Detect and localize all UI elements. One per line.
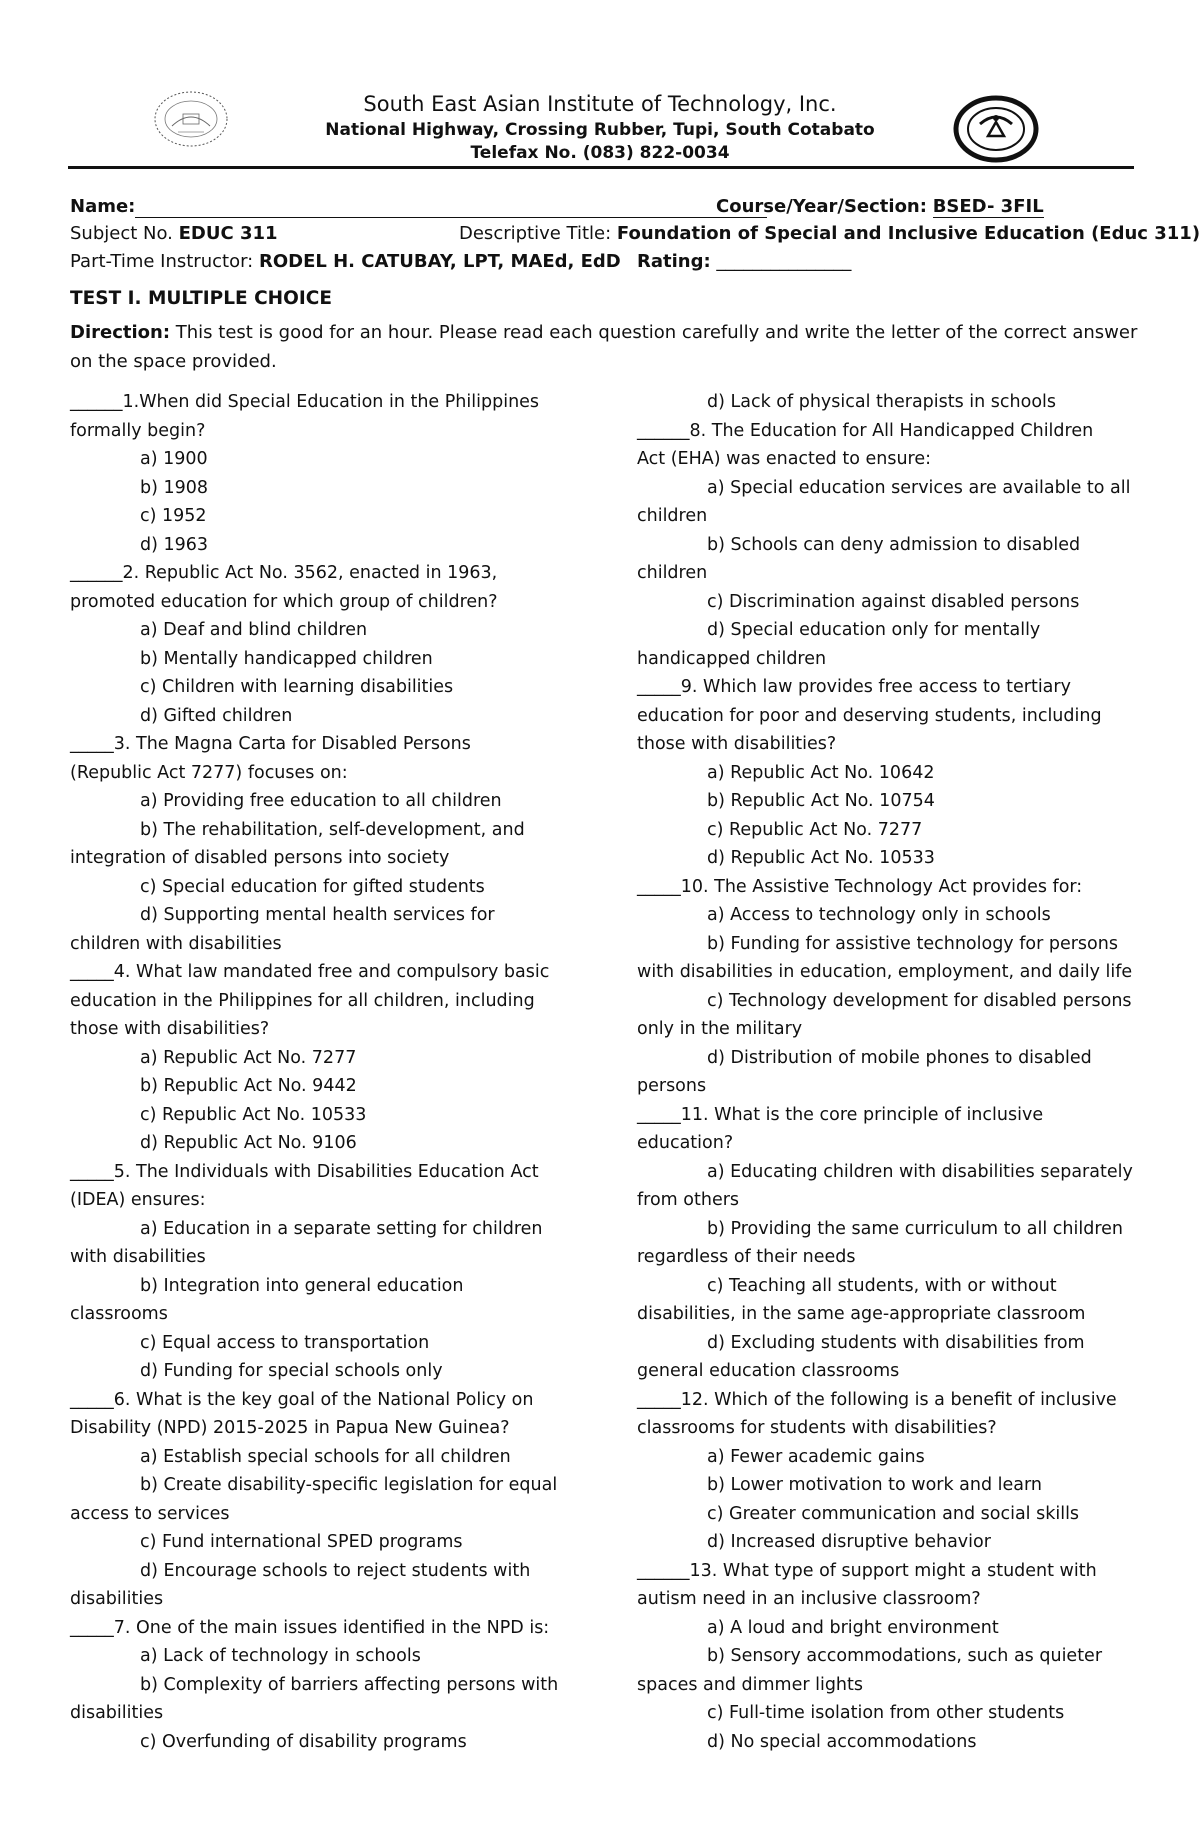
answer-option: a) Deaf and blind children (140, 620, 368, 640)
department-logo (950, 92, 1042, 166)
question-line: _____11. What is the core principle of inclusive (637, 1104, 1044, 1125)
direction-label: Direction: (70, 322, 171, 343)
question-text-continuation: handicapped children (637, 648, 827, 669)
subject-value: EDUC 311 (178, 223, 278, 244)
question-line: _____12. Which of the following is a benefit of inclusive (637, 1389, 1117, 1410)
left-question-column (70, 388, 570, 1756)
course-line (716, 196, 1044, 218)
answer-option: c) Equal access to transportation (140, 1332, 430, 1353)
answer-option: c) Fund international SPED programs (140, 1532, 463, 1552)
question-text-continuation: access to services (70, 1503, 230, 1524)
question-text-continuation: integration of disabled persons into society (70, 848, 450, 868)
rating-label: Rating: (637, 251, 711, 272)
question-text-continuation: spaces and dimmer lights (637, 1674, 863, 1695)
answer-option: d) 1963 (140, 534, 209, 555)
question-text-continuation: those with disabilities? (70, 1019, 270, 1039)
question-text-continuation: (IDEA) ensures: (70, 1190, 206, 1210)
instructor-label: Part-Time Instructor: (70, 251, 254, 272)
answer-option: b) Mentally handicapped children (140, 648, 433, 669)
answer-option: b) Lower motivation to work and learn (707, 1475, 1042, 1495)
question-text-continuation: disabilities (70, 1589, 164, 1609)
name-label: Name: (70, 196, 136, 217)
course-label: Course/Year/Section: (716, 196, 927, 217)
question-text-continuation: general education classrooms (637, 1361, 900, 1381)
answer-option: c) Special education for gifted students (140, 876, 485, 897)
answer-option: d) Excluding students with disabilities from (707, 1332, 1085, 1353)
question-text-continuation: children (637, 563, 708, 583)
subject-line (70, 223, 278, 244)
answer-option: a) Republic Act No. 10642 (707, 762, 935, 783)
question-line: _____6. What is the key goal of the National Policy on (70, 1389, 534, 1410)
answer-option: a) Access to technology only in schools (707, 905, 1051, 925)
descriptive-title-label: Descriptive Title: (459, 223, 612, 244)
answer-option: a) Educating children with disabilities separately (707, 1161, 1133, 1182)
answer-option: a) A loud and bright environment (707, 1617, 999, 1638)
right-question-column (637, 388, 1137, 1756)
answer-option: b) 1908 (140, 477, 209, 498)
instructor-line (70, 251, 621, 272)
question-text-continuation: disabilities (70, 1703, 164, 1723)
question-text-continuation: promoted education for which group of children? (70, 591, 498, 612)
header-divider (68, 166, 1134, 169)
descriptive-title-line (459, 223, 1200, 244)
descriptive-title-value: Foundation of Special and Inclusive Education (Educ 311) (616, 223, 1200, 244)
answer-option: c) 1952 (140, 506, 207, 526)
answer-option: b) Funding for assistive technology for persons (707, 933, 1118, 954)
answer-option: c) Overfunding of disability programs (140, 1731, 467, 1752)
course-value: BSED- 3FIL (932, 196, 1044, 217)
answer-option: b) Sensory accommodations, such as quieter (707, 1646, 1103, 1666)
answer-option: a) Republic Act No. 7277 (140, 1047, 357, 1068)
answer-option: a) 1900 (140, 449, 208, 469)
institution-address: National Highway, Crossing Rubber, Tupi, South Cotabato (325, 120, 875, 140)
answer-option: b) Create disability-specific legislation for equal (140, 1475, 558, 1495)
answer-option: c) Children with learning disabilities (140, 677, 454, 697)
answer-option: b) Republic Act No. 10754 (707, 791, 935, 811)
institution-telefax: Telefax No. (083) 822-0034 (470, 143, 730, 163)
question-line: _____4. What law mandated free and compulsory basic (70, 962, 550, 982)
answer-option: d) Special education only for mentally (707, 620, 1041, 640)
answer-option: d) Supporting mental health services for (140, 905, 495, 925)
answer-option: a) Establish special schools for all children (140, 1446, 511, 1467)
question-line: ______13. What type of support might a student with (637, 1560, 1097, 1581)
answer-option: c) Republic Act No. 10533 (140, 1104, 367, 1125)
answer-option: b) Schools can deny admission to disabled (707, 534, 1081, 555)
answer-option: d) No special accommodations (707, 1731, 977, 1752)
answer-option: d) Republic Act No. 10533 (707, 848, 935, 868)
direction-paragraph (70, 318, 1140, 376)
answer-option: c) Republic Act No. 7277 (707, 819, 923, 840)
answer-option: d) Encourage schools to reject students with (140, 1560, 531, 1581)
question-line: ______2. Republic Act No. 3562, enacted in 1963, (70, 563, 498, 583)
direction-text: This test is good for an hour. Please read each question carefully and write the letter of the correct answer on the space provided. (70, 322, 1138, 372)
answer-option: d) Lack of physical therapists in schools (707, 392, 1057, 412)
institution-name: South East Asian Institute of Technology, Inc. (363, 92, 837, 116)
question-text-continuation: (Republic Act 7277) focuses on: (70, 762, 348, 783)
answer-option: b) Providing the same curriculum to all children (707, 1218, 1124, 1239)
question-text-continuation: with disabilities (70, 1247, 206, 1267)
answer-option: c) Technology development for disabled persons (707, 990, 1132, 1011)
name-blank (135, 196, 767, 218)
question-text-continuation: those with disabilities? (637, 734, 837, 754)
question-line: ______8. The Education for All Handicapped Children (637, 420, 1094, 441)
subject-label: Subject No. (70, 223, 173, 244)
question-text-continuation: education in the Philippines for all children, including (70, 990, 535, 1011)
question-text-continuation: with disabilities in education, employment, and daily life (637, 962, 1133, 982)
question-text-continuation: education? (637, 1133, 734, 1153)
question-text-continuation: formally begin? (70, 420, 206, 441)
answer-option: d) Republic Act No. 9106 (140, 1133, 357, 1153)
instructor-value: RODEL H. CATUBAY, LPT, MAEd, EdD (258, 251, 621, 272)
answer-option: d) Gifted children (140, 705, 293, 726)
question-line: ______1.When did Special Education in the Philippines (70, 392, 540, 412)
question-text-continuation: education for poor and deserving students, including (637, 705, 1102, 726)
question-text-continuation: autism need in an inclusive classroom? (637, 1589, 981, 1609)
question-text-continuation: regardless of their needs (637, 1247, 856, 1267)
answer-option: b) The rehabilitation, self-development, and (140, 819, 525, 840)
question-text-continuation: only in the military (637, 1019, 803, 1039)
answer-option: a) Fewer academic gains (707, 1446, 925, 1467)
question-text-continuation: Disability (NPD) 2015-2025 in Papua New Guinea? (70, 1418, 510, 1438)
answer-option: c) Greater communication and social skills (707, 1503, 1080, 1524)
answer-option: a) Education in a separate setting for children (140, 1218, 543, 1239)
question-text-continuation: classrooms (70, 1304, 168, 1324)
question-line: _____3. The Magna Carta for Disabled Persons (70, 734, 471, 754)
answer-option: c) Full-time isolation from other students (707, 1703, 1065, 1723)
question-text-continuation: children (637, 506, 708, 526)
question-line: _____10. The Assistive Technology Act provides for: (637, 876, 1083, 897)
question-line: _____9. Which law provides free access to tertiary (637, 677, 1071, 697)
answer-option: d) Distribution of mobile phones to disabled (707, 1047, 1092, 1068)
rating-line (637, 251, 851, 272)
answer-option: a) Lack of technology in schools (140, 1646, 421, 1666)
answer-option: d) Funding for special schools only (140, 1361, 443, 1381)
answer-option: b) Complexity of barriers affecting persons with (140, 1674, 559, 1695)
question-text-continuation: children with disabilities (70, 933, 282, 954)
answer-option: c) Discrimination against disabled persons (707, 591, 1080, 612)
question-text-continuation: persons (637, 1076, 707, 1096)
answer-option: b) Integration into general education (140, 1275, 464, 1296)
test-title: TEST I. MULTIPLE CHOICE (70, 288, 332, 309)
rating-blank: _______________ (716, 251, 852, 272)
name-line (70, 196, 767, 218)
answer-option: a) Special education services are available to all (707, 477, 1131, 498)
question-line: _____5. The Individuals with Disabilities Education Act (70, 1161, 539, 1182)
answer-option: a) Providing free education to all children (140, 791, 502, 811)
answer-option: c) Teaching all students, with or without (707, 1275, 1057, 1296)
question-text-continuation: classrooms for students with disabilities? (637, 1418, 997, 1438)
answer-option: b) Republic Act No. 9442 (140, 1076, 357, 1096)
question-text-continuation: from others (637, 1190, 740, 1210)
answer-option: d) Increased disruptive behavior (707, 1532, 991, 1552)
question-line: _____7. One of the main issues identified in the NPD is: (70, 1617, 550, 1638)
question-text-continuation: Act (EHA) was enacted to ensure: (637, 449, 932, 469)
question-text-continuation: disabilities, in the same age-appropriate classroom (637, 1304, 1086, 1324)
